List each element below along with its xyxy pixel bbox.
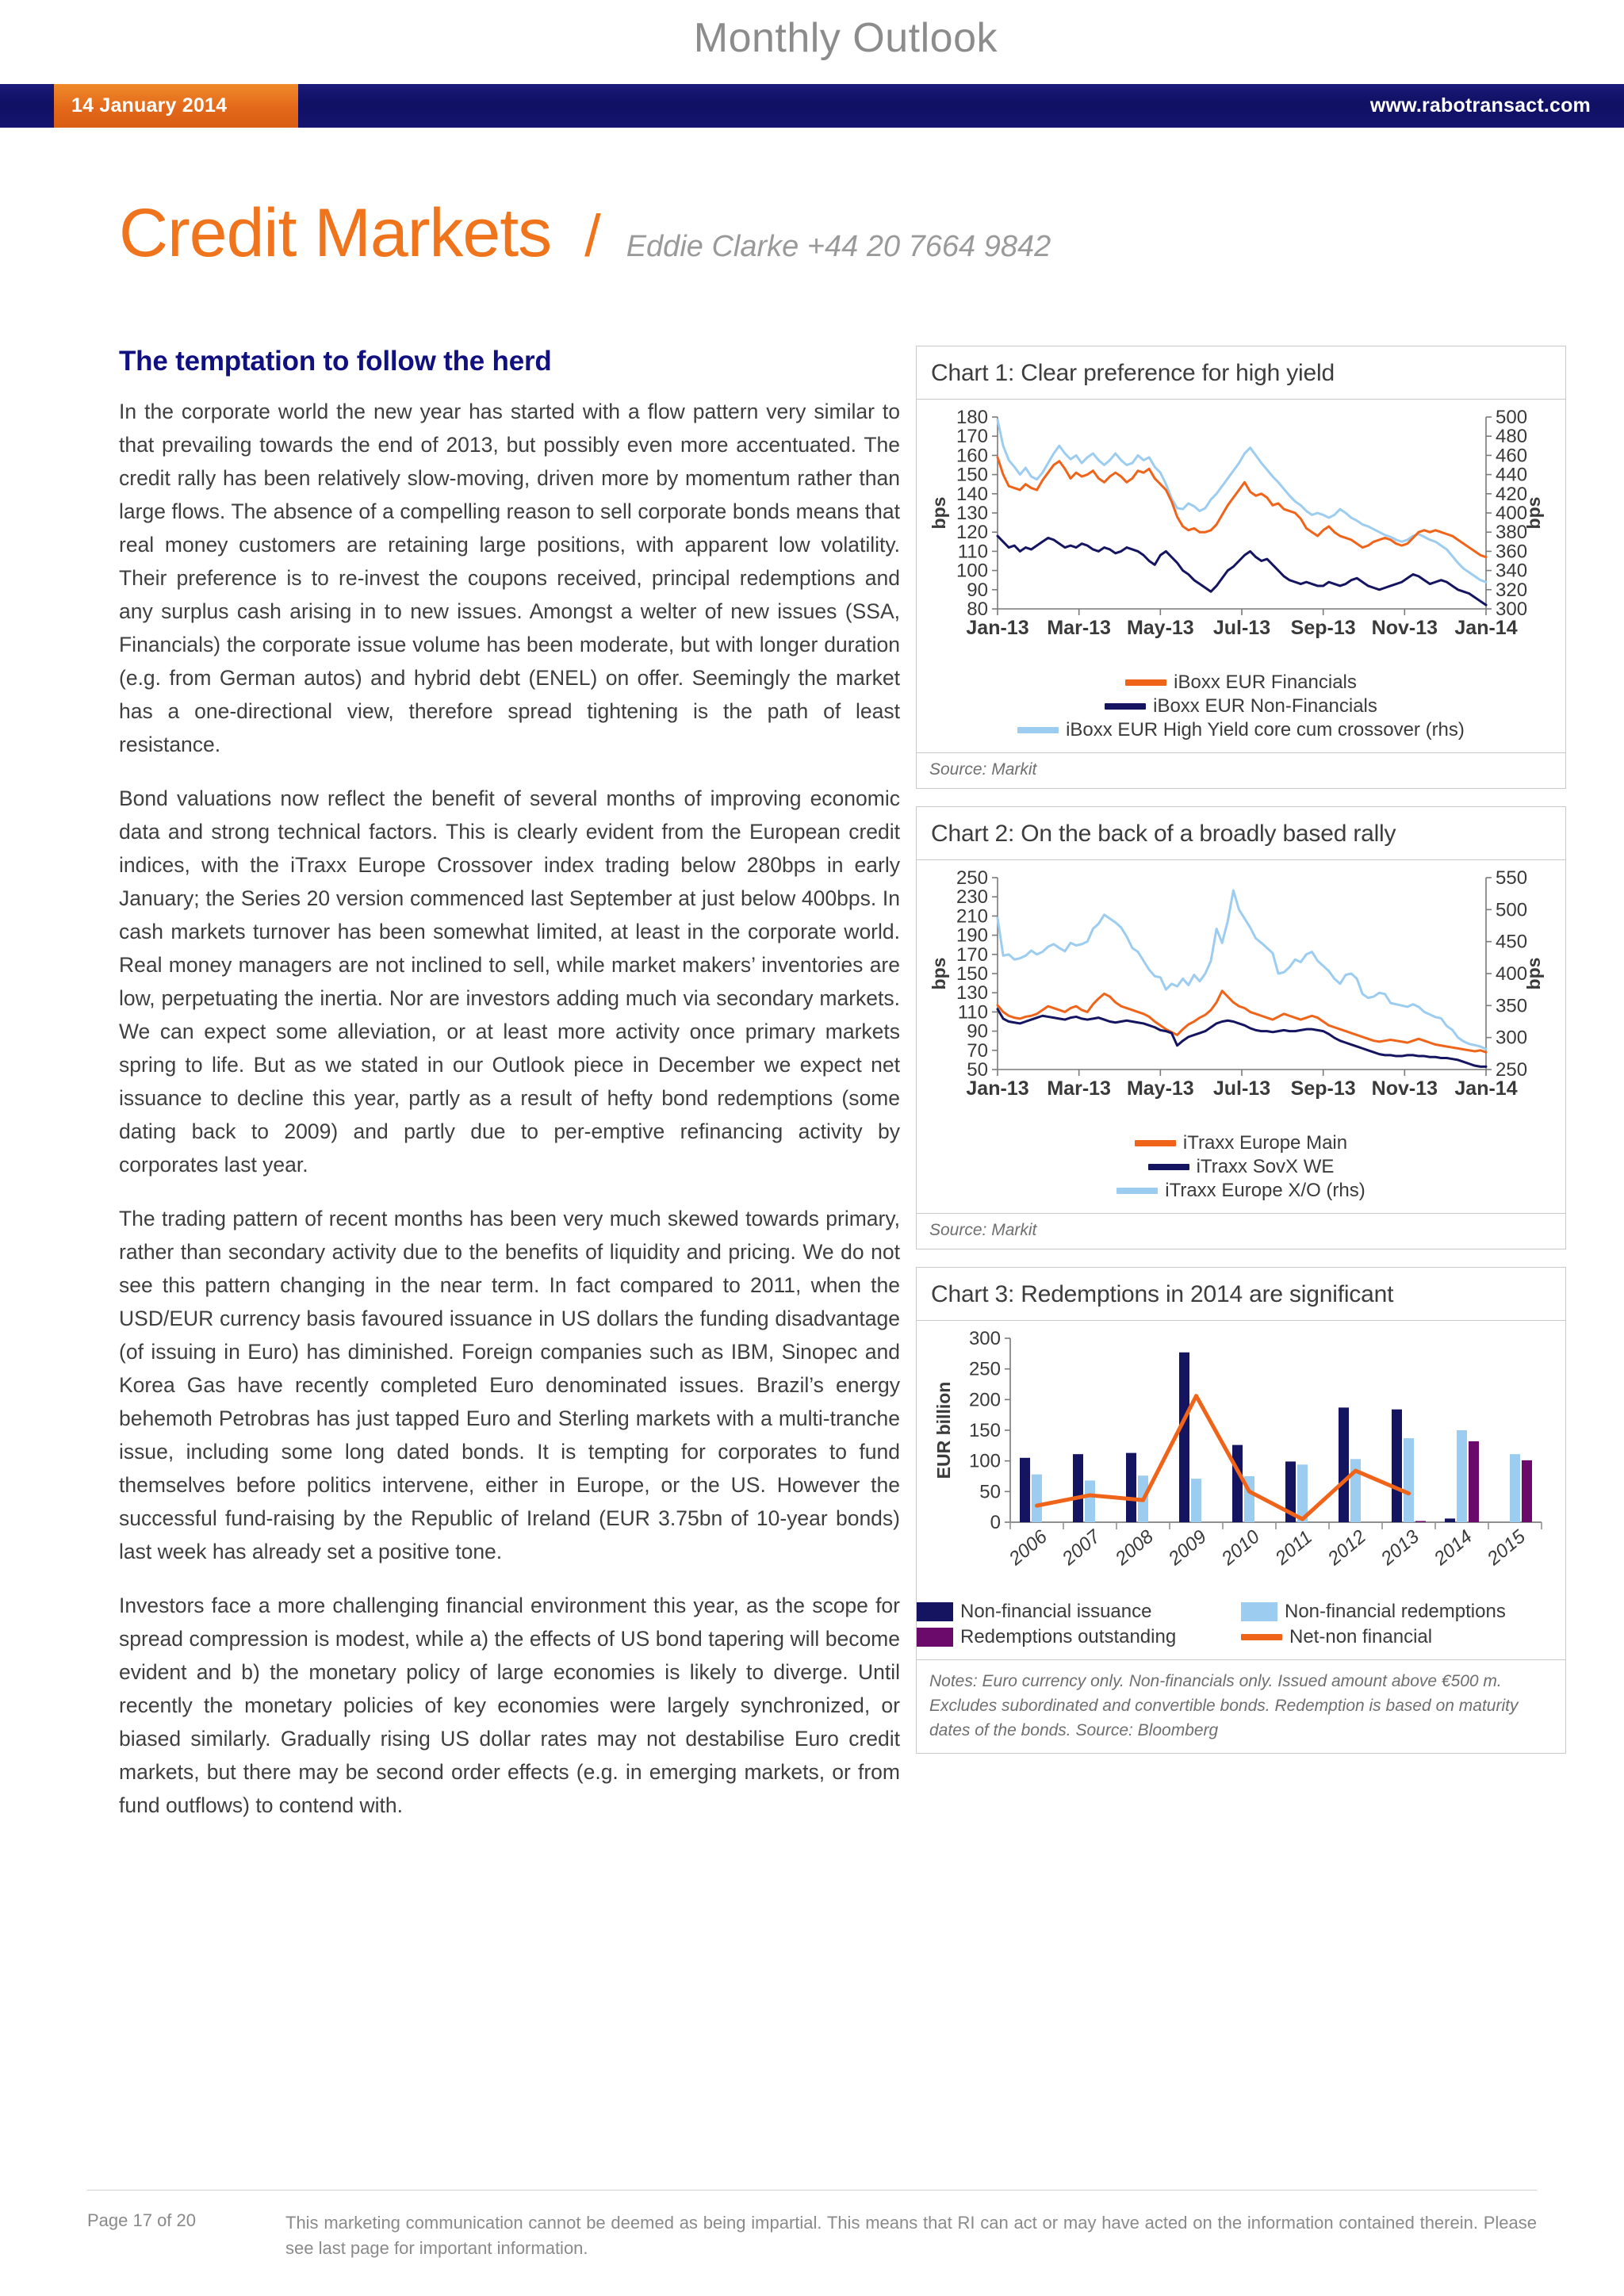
svg-text:250: 250 [956, 867, 988, 889]
svg-text:2010: 2010 [1217, 1525, 1264, 1570]
svg-text:2006: 2006 [1005, 1525, 1051, 1570]
svg-text:400: 400 [1496, 503, 1528, 524]
legend-swatch-line-icon [1135, 1140, 1176, 1146]
svg-text:340: 340 [1496, 560, 1528, 582]
svg-text:180: 180 [956, 407, 988, 428]
svg-text:2011: 2011 [1271, 1526, 1317, 1570]
chart-3-title: Chart 3: Redemptions in 2014 are significant [917, 1268, 1565, 1321]
legend-label: iBoxx EUR High Yield core cum crossover (rhs) [1066, 719, 1465, 740]
chart-2-plot [917, 860, 1565, 1127]
svg-text:500: 500 [1496, 899, 1528, 921]
svg-text:Jan-14: Jan-14 [1454, 1077, 1518, 1100]
chart-2-svg [925, 867, 1559, 1120]
svg-text:bps: bps [929, 957, 949, 990]
article-paragraph: Bond valuations now reflect the benefit of several months of improving economic data and strong technical factors. This is clearly evident from the European credit indices, with the iTraxx Europe Crossover index trading below 280bps in early January; the Series 20 version commenced last September at just below 400bps. In cash markets turnover has been somewhat limited, at least in the corporate world. Real money managers are not inclined to sell, while market makers’ inventories are low, perpetuating the inertia. Nor are investors adding much via secondary markets. We can expect some alleviation, or at least more activity once primary markets spring to life. But as we stated in our Outlook piece in December we expect net issuance to decline this year, partly as a result of hefty bond redemptions (some dating back to 2009) and partly due to per-emptive refinancing activity by corporates last year. [119, 786, 900, 1177]
legend-swatch-line-icon [1105, 703, 1146, 710]
article-column [119, 346, 900, 1843]
svg-text:Jul-13: Jul-13 [1212, 1077, 1271, 1100]
svg-text:bps: bps [1523, 957, 1544, 990]
legend-label: Redemptions outstanding [960, 1626, 1177, 1647]
svg-text:420: 420 [1496, 483, 1528, 505]
chart-3-card [916, 1267, 1566, 1660]
svg-text:70: 70 [967, 1039, 988, 1062]
svg-text:Jul-13: Jul-13 [1212, 617, 1271, 639]
legend-swatch-line-icon [1125, 679, 1166, 686]
legend-item [917, 672, 1565, 694]
svg-text:Jan-13: Jan-13 [966, 1077, 1029, 1100]
svg-text:2012: 2012 [1323, 1525, 1370, 1570]
svg-text:150: 150 [956, 464, 988, 486]
legend-item [917, 1601, 1241, 1623]
chart-2-source: Source: Markit [916, 1214, 1566, 1249]
page-title [119, 194, 1051, 273]
legend-item [917, 719, 1565, 741]
chart-1-plot [917, 400, 1565, 667]
legend-item [1241, 1601, 1565, 1623]
title-separator: / [584, 203, 601, 269]
svg-text:2009: 2009 [1164, 1525, 1211, 1570]
svg-text:2007: 2007 [1058, 1525, 1105, 1570]
footer [87, 2210, 1537, 2261]
chart-3-legend [917, 1596, 1565, 1659]
svg-text:440: 440 [1496, 464, 1528, 486]
svg-text:380: 380 [1496, 522, 1528, 544]
svg-text:May-13: May-13 [1126, 617, 1194, 639]
svg-text:0: 0 [990, 1512, 1001, 1533]
svg-text:110: 110 [957, 1001, 988, 1024]
legend-item [917, 1626, 1241, 1648]
svg-text:160: 160 [956, 445, 988, 467]
svg-text:200: 200 [968, 1389, 1001, 1411]
chart-1-source: Source: Markit [916, 753, 1566, 789]
svg-text:130: 130 [956, 503, 988, 524]
legend-swatch-box-icon [1241, 1602, 1277, 1621]
svg-text:250: 250 [968, 1358, 1001, 1380]
svg-text:450: 450 [1496, 931, 1528, 953]
svg-text:Sep-13: Sep-13 [1290, 1077, 1356, 1100]
svg-text:90: 90 [967, 1020, 988, 1043]
svg-text:May-13: May-13 [1126, 1077, 1194, 1100]
website-url[interactable]: www.rabotransact.com [1369, 94, 1591, 117]
svg-text:170: 170 [956, 426, 988, 448]
legend-swatch-line-icon [1017, 727, 1059, 733]
svg-text:120: 120 [956, 522, 988, 544]
legend-label: Non-financial redemptions [1285, 1601, 1506, 1622]
svg-text:550: 550 [1496, 867, 1528, 889]
svg-text:150: 150 [968, 1420, 1001, 1441]
legend-item [917, 695, 1565, 718]
svg-text:300: 300 [968, 1328, 1001, 1349]
svg-text:320: 320 [1496, 579, 1528, 601]
section-heading: The temptation to follow the herd [119, 346, 552, 377]
page-title-main: Credit Markets [119, 195, 552, 271]
svg-text:90: 90 [967, 579, 988, 601]
svg-text:460: 460 [1496, 445, 1528, 467]
chart-3-notes: Notes: Euro currency only. Non-financials only. Issued amount above €500 m. Excludes subordinated and convertible bonds. Redemption is based on maturity dates of the bonds. Source: Bloomberg [916, 1660, 1566, 1754]
article-paragraph: Investors face a more challenging financial environment this year, as the scope for spread compression is modest, while a) the effects of US bond tapering will become evident and b) the monetary policy of large economies is likely to diverge. Until recently the monetary policies of key economies were largely synchronized, or biased similarly. Gradually rising US dollar rates may not destabilise Euro credit markets, but there may be second order effects (e.g. in emerging markets, or from fund outflows) to contend with. [119, 1594, 900, 1817]
svg-text:300: 300 [1496, 599, 1528, 620]
chart-1-legend [917, 667, 1565, 752]
svg-text:EUR billion: EUR billion [933, 1381, 954, 1479]
svg-text:2008: 2008 [1111, 1525, 1158, 1570]
svg-text:150: 150 [956, 963, 988, 985]
legend-swatch-line-icon [1148, 1164, 1189, 1170]
legend-item [1241, 1626, 1565, 1648]
charts-column [916, 346, 1566, 1754]
chart-3-plot [917, 1321, 1565, 1596]
svg-text:Mar-13: Mar-13 [1047, 617, 1111, 639]
svg-text:bps: bps [1523, 496, 1544, 530]
chart-2-legend [917, 1127, 1565, 1213]
svg-text:100: 100 [968, 1450, 1001, 1472]
svg-text:Mar-13: Mar-13 [1047, 1077, 1111, 1100]
footer-disclaimer: This marketing communication cannot be deemed as being impartial. This means that RI can act or may have acted on the information contained therein. Please see last page for important information. [285, 2213, 1537, 2258]
legend-item [917, 1180, 1565, 1202]
svg-text:170: 170 [956, 943, 988, 966]
svg-text:Sep-13: Sep-13 [1290, 617, 1356, 639]
svg-text:350: 350 [1496, 995, 1528, 1017]
masthead [0, 0, 1624, 87]
chart-1-card [916, 346, 1566, 753]
svg-text:Jan-14: Jan-14 [1454, 617, 1518, 639]
legend-label: iTraxx Europe X/O (rhs) [1165, 1180, 1365, 1201]
legend-label: iTraxx SovX WE [1196, 1156, 1335, 1177]
legend-swatch-line-icon [1116, 1188, 1158, 1194]
legend-item [917, 1156, 1565, 1178]
legend-swatch-box-icon [917, 1602, 953, 1621]
svg-text:110: 110 [957, 541, 988, 563]
publication-date: 14 January 2014 [54, 84, 298, 128]
chart-1-title: Chart 1: Clear preference for high yield [917, 346, 1565, 400]
svg-text:80: 80 [967, 599, 988, 620]
svg-text:400: 400 [1496, 963, 1528, 985]
chart-2-card [916, 806, 1566, 1214]
svg-text:230: 230 [956, 886, 988, 909]
svg-text:190: 190 [956, 924, 988, 947]
svg-text:360: 360 [1496, 541, 1528, 563]
legend-label: Non-financial issuance [960, 1601, 1152, 1622]
legend-label: iTraxx Europe Main [1182, 1132, 1348, 1154]
svg-text:250: 250 [1496, 1059, 1528, 1081]
svg-text:50: 50 [979, 1481, 1001, 1503]
legend-label: Net-non financial [1289, 1626, 1433, 1647]
masthead-title: Monthly Outlook [693, 15, 998, 61]
footer-divider [87, 2190, 1537, 2191]
legend-item [917, 1132, 1565, 1154]
article-body [119, 395, 900, 1822]
svg-text:Nov-13: Nov-13 [1371, 1077, 1438, 1100]
svg-text:480: 480 [1496, 426, 1528, 448]
article-paragraph: In the corporate world the new year has started with a flow pattern very similar to that prevailing towards the end of 2013, but possibly even more accentuated. The credit rally has been relatively slow-moving, driven more by momentum rather than large flows. The absence of a compelling reason to sell corporate bonds means that real money customers are retaining large positions, with apparent low volatility. Their preference is to re-invest the coupons received, principal redemptions and any surplus cash arising in to new issues. Amongst a welter of new issues (SSA, Financials) the corporate issue volume has been moderate, but with longer duration (e.g. from German autos) and hybrid debt (ENEL) on offer. Seemingly the market has a one-directional view, therefore spread tightening is the path of least resistance. [119, 400, 900, 756]
legend-swatch-box-icon [917, 1628, 953, 1647]
svg-text:Jan-13: Jan-13 [966, 617, 1029, 639]
svg-text:210: 210 [956, 905, 988, 928]
svg-text:300: 300 [1496, 1027, 1528, 1049]
page-number: Page 17 of 20 [87, 2210, 197, 2230]
svg-text:130: 130 [956, 982, 988, 1004]
svg-text:bps: bps [929, 496, 949, 530]
svg-text:500: 500 [1496, 407, 1528, 428]
legend-label: iBoxx EUR Non-Financials [1153, 695, 1377, 717]
chart-1-svg [925, 406, 1559, 660]
svg-text:2015: 2015 [1483, 1525, 1530, 1570]
chart-3-svg [925, 1327, 1559, 1589]
legend-label: iBoxx EUR Financials [1174, 672, 1357, 693]
svg-text:2013: 2013 [1377, 1525, 1423, 1570]
svg-text:2014: 2014 [1430, 1525, 1477, 1570]
svg-text:50: 50 [967, 1059, 988, 1081]
svg-text:100: 100 [956, 560, 988, 582]
author-byline: Eddie Clarke +44 20 7664 9842 [626, 230, 1051, 263]
svg-text:140: 140 [956, 483, 988, 505]
article-paragraph: The trading pattern of recent months has been very much skewed towards primary, rather than secondary activity due to the benefits of liquidity and pricing. We do not see this pattern changing in the near term. In fact compared to 2011, when the USD/EUR currency basis favoured issuance in US dollars the funding disadvantage (of issuing in Euro) has diminished. Foreign companies such as IBM, Sinopec and Korea Gas have recently completed Euro denominated issues. Brazil’s energy behemoth Petrobras has just tapped Euro and Sterling markets with a multi-tranche issue, including some long dated bonds. It is tempting for corporates to fund themselves before politics intervene, either in Europe, or the US. However the successful fund-raising by the Republic of Ireland (EUR 3.75bn of 10-year bonds) last week has already set a positive tone. [119, 1207, 900, 1563]
chart-2-title: Chart 2: On the back of a broadly based rally [917, 807, 1565, 860]
svg-text:Nov-13: Nov-13 [1371, 617, 1438, 639]
legend-swatch-line-icon [1241, 1634, 1282, 1640]
